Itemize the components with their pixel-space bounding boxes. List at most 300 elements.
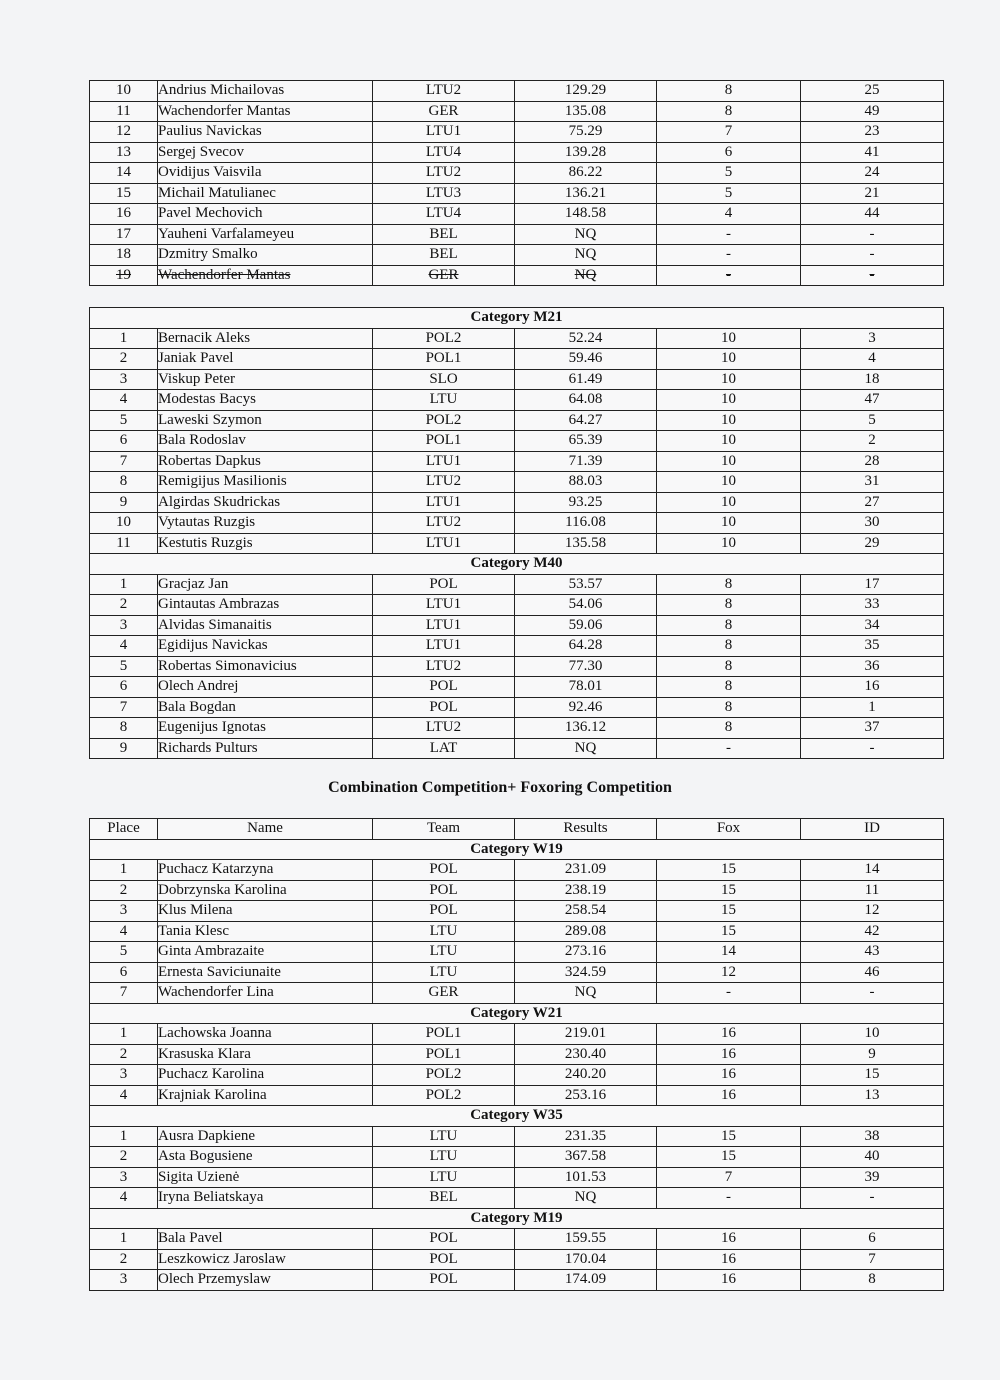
id-cell: 12 [801,901,944,922]
place-cell: 7 [90,451,158,472]
name-cell: Krasuska Klara [158,1044,373,1065]
results-table-combination [89,818,944,1291]
fox-cell: 16 [657,1270,801,1291]
team-cell: POL [373,860,515,881]
category-row [90,839,944,860]
result-cell: 93.25 [515,492,657,513]
place-cell: 5 [90,410,158,431]
name-cell: Laweski Szymon [158,410,373,431]
fox-cell: 10 [657,410,801,431]
table-row [90,677,944,698]
id-cell: 41 [801,142,944,163]
result-cell: 77.30 [515,656,657,677]
id-cell: 43 [801,942,944,963]
category-row [90,308,944,329]
team-cell: LTU4 [373,142,515,163]
fox-cell: 10 [657,369,801,390]
place-cell: 16 [90,204,158,225]
result-cell: 53.57 [515,574,657,595]
place-cell: 3 [90,1167,158,1188]
table-row [90,472,944,493]
name-cell: Alvidas Simanaitis [158,615,373,636]
fox-cell: 16 [657,1024,801,1045]
table-row [90,1167,944,1188]
result-cell: 88.03 [515,472,657,493]
table-row [90,410,944,431]
id-cell: 36 [801,656,944,677]
fox-cell: 16 [657,1249,801,1270]
team-cell: POL [373,1229,515,1250]
place-cell: 1 [90,1126,158,1147]
fox-cell: - [657,738,801,759]
name-cell: Ginta Ambrazaite [158,942,373,963]
place-cell: 6 [90,431,158,452]
id-cell: 25 [801,81,944,102]
table-row [90,921,944,942]
team-cell: Team [373,819,515,840]
table-row [90,122,944,143]
team-cell: LTU2 [373,656,515,677]
team-cell: POL2 [373,1085,515,1106]
id-cell: 13 [801,1085,944,1106]
table-row [90,533,944,554]
fox-cell: 10 [657,349,801,370]
result-cell: 289.08 [515,921,657,942]
name-cell: Bernacik Aleks [158,328,373,349]
name-cell: Richards Pulturs [158,738,373,759]
team-cell: POL1 [373,1044,515,1065]
id-cell: 47 [801,390,944,411]
id-cell: - [801,265,944,286]
team-cell: LTU1 [373,615,515,636]
table-row [90,183,944,204]
name-cell: Paulius Navickas [158,122,373,143]
id-cell: 6 [801,1229,944,1250]
fox-cell: - [657,1188,801,1209]
name-cell: Asta Bogusiene [158,1147,373,1168]
id-cell: 28 [801,451,944,472]
table-row [90,142,944,163]
name-cell: Wachendorfer Mantas [158,101,373,122]
id-cell: 5 [801,410,944,431]
place-cell: 4 [90,1085,158,1106]
place-cell: 10 [90,513,158,534]
id-cell: 16 [801,677,944,698]
table-row [90,328,944,349]
fox-cell: 8 [657,574,801,595]
result-cell: 238.19 [515,880,657,901]
table-row [90,451,944,472]
result-cell: 170.04 [515,1249,657,1270]
team-cell: POL [373,697,515,718]
id-cell: 27 [801,492,944,513]
result-cell: 174.09 [515,1270,657,1291]
table-row [90,431,944,452]
place-cell: 3 [90,369,158,390]
fox-cell: 16 [657,1085,801,1106]
fox-cell: 7 [657,122,801,143]
result-cell: NQ [515,224,657,245]
name-cell: Puchacz Katarzyna [158,860,373,881]
name-cell: Ovidijus Vaisvila [158,163,373,184]
table-row [90,390,944,411]
place-cell: 4 [90,1188,158,1209]
place-cell: 2 [90,349,158,370]
name-cell: Gintautas Ambrazas [158,595,373,616]
table-row [90,492,944,513]
result-cell: 129.29 [515,81,657,102]
table-row [90,595,944,616]
result-cell: NQ [515,738,657,759]
result-cell: 75.29 [515,122,657,143]
name-cell: Algirdas Skudrickas [158,492,373,513]
fox-cell: 8 [657,697,801,718]
fox-cell: Fox [657,819,801,840]
result-cell: 231.35 [515,1126,657,1147]
table-row [90,349,944,370]
team-cell: POL [373,1249,515,1270]
result-cell: 92.46 [515,697,657,718]
fox-cell: 8 [657,101,801,122]
name-cell: Name [158,819,373,840]
table-row [90,574,944,595]
id-cell: 8 [801,1270,944,1291]
result-cell: 367.58 [515,1147,657,1168]
fox-cell: 12 [657,962,801,983]
place-cell: Place [90,819,158,840]
fox-cell: 10 [657,431,801,452]
result-cell: NQ [515,245,657,266]
team-cell: LTU [373,1126,515,1147]
id-cell: 39 [801,1167,944,1188]
fox-cell: - [657,245,801,266]
name-cell: Viskup Peter [158,369,373,390]
name-cell: Bala Rodoslav [158,431,373,452]
place-cell: 7 [90,697,158,718]
result-cell: 135.08 [515,101,657,122]
table-row [90,860,944,881]
result-cell: 86.22 [515,163,657,184]
fox-cell: 15 [657,1147,801,1168]
place-cell: 1 [90,574,158,595]
name-cell: Modestas Bacys [158,390,373,411]
table-row [90,1229,944,1250]
place-cell: 7 [90,983,158,1004]
place-cell: 3 [90,1065,158,1086]
id-cell: 24 [801,163,944,184]
result-cell: 230.40 [515,1044,657,1065]
id-cell: - [801,1188,944,1209]
place-cell: 2 [90,1147,158,1168]
place-cell: 1 [90,1024,158,1045]
fox-cell: 5 [657,163,801,184]
team-cell: POL2 [373,1065,515,1086]
result-cell: 159.55 [515,1229,657,1250]
name-cell: Vytautas Ruzgis [158,513,373,534]
table-row [90,615,944,636]
table-row [90,983,944,1004]
category-row [90,1003,944,1024]
fox-cell: 4 [657,204,801,225]
result-cell: 101.53 [515,1167,657,1188]
id-cell: 4 [801,349,944,370]
team-cell: POL [373,677,515,698]
team-cell: LTU2 [373,81,515,102]
table-row [90,880,944,901]
result-cell: 78.01 [515,677,657,698]
place-cell: 6 [90,677,158,698]
id-cell: 33 [801,595,944,616]
name-cell: Sergej Svecov [158,142,373,163]
name-cell: Yauheni Varfalameyeu [158,224,373,245]
place-cell: 2 [90,880,158,901]
team-cell: POL2 [373,410,515,431]
team-cell: BEL [373,245,515,266]
table-row [90,224,944,245]
id-cell: 1 [801,697,944,718]
name-cell: Ernesta Saviciunaite [158,962,373,983]
name-cell: Lachowska Joanna [158,1024,373,1045]
result-cell: 324.59 [515,962,657,983]
team-cell: LTU1 [373,122,515,143]
name-cell: Pavel Mechovich [158,204,373,225]
result-cell: 52.24 [515,328,657,349]
fox-cell: 8 [657,595,801,616]
table-row [90,1044,944,1065]
header-row [90,819,944,840]
team-cell: LTU1 [373,533,515,554]
table-row [90,369,944,390]
fox-cell: 10 [657,533,801,554]
id-cell: - [801,245,944,266]
name-cell: Ausra Dapkiene [158,1126,373,1147]
id-cell: 31 [801,472,944,493]
result-cell: 64.27 [515,410,657,431]
fox-cell: 16 [657,1229,801,1250]
fox-cell: 8 [657,615,801,636]
team-cell: LTU2 [373,513,515,534]
table-row [90,1126,944,1147]
place-cell: 6 [90,962,158,983]
id-cell: 3 [801,328,944,349]
place-cell: 17 [90,224,158,245]
fox-cell: 6 [657,142,801,163]
id-cell: 44 [801,204,944,225]
place-cell: 18 [90,245,158,266]
id-cell: 37 [801,718,944,739]
category-row [90,554,944,575]
struck-table-row [90,265,944,286]
category-label: Category W35 [90,1106,944,1127]
table-row [90,901,944,922]
team-cell: POL1 [373,349,515,370]
team-cell: GER [373,983,515,1004]
table-row [90,1147,944,1168]
results-table-m21-m40 [89,307,944,759]
category-label: Category M40 [90,554,944,575]
name-cell: Eugenijus Ignotas [158,718,373,739]
name-cell: Puchacz Karolina [158,1065,373,1086]
result-cell: 139.28 [515,142,657,163]
fox-cell: 16 [657,1065,801,1086]
team-cell: GER [373,265,515,286]
place-cell: 1 [90,860,158,881]
id-cell: 7 [801,1249,944,1270]
table-row [90,163,944,184]
table-row [90,962,944,983]
name-cell: Olech Andrej [158,677,373,698]
place-cell: 15 [90,183,158,204]
team-cell: LTU1 [373,636,515,657]
name-cell: Klus Milena [158,901,373,922]
place-cell: 13 [90,142,158,163]
table-row [90,204,944,225]
id-cell: 2 [801,431,944,452]
fox-cell: 16 [657,1044,801,1065]
place-cell: 12 [90,122,158,143]
fox-cell: 15 [657,860,801,881]
name-cell: Robertas Simonavicius [158,656,373,677]
fox-cell: 10 [657,492,801,513]
id-cell: - [801,983,944,1004]
place-cell: 1 [90,1229,158,1250]
result-cell: 71.39 [515,451,657,472]
team-cell: SLO [373,369,515,390]
name-cell: Michail Matulianec [158,183,373,204]
name-cell: Kestutis Ruzgis [158,533,373,554]
table-row [90,718,944,739]
team-cell: POL [373,574,515,595]
id-cell: 15 [801,1065,944,1086]
place-cell: 5 [90,656,158,677]
place-cell: 4 [90,390,158,411]
table-row [90,738,944,759]
id-cell: 49 [801,101,944,122]
name-cell: Sigita Uzienė [158,1167,373,1188]
fox-cell: 7 [657,1167,801,1188]
id-cell: 17 [801,574,944,595]
result-cell: 148.58 [515,204,657,225]
place-cell: 9 [90,738,158,759]
category-row [90,1106,944,1127]
team-cell: LTU [373,962,515,983]
fox-cell: 8 [657,718,801,739]
name-cell: Tania Klesc [158,921,373,942]
id-cell: 42 [801,921,944,942]
result-cell: 136.12 [515,718,657,739]
result-cell: 64.28 [515,636,657,657]
fox-cell: 15 [657,901,801,922]
team-cell: POL [373,901,515,922]
id-cell: 35 [801,636,944,657]
fox-cell: 10 [657,328,801,349]
id-cell: 38 [801,1126,944,1147]
place-cell: 8 [90,718,158,739]
name-cell: Robertas Dapkus [158,451,373,472]
result-cell: 219.01 [515,1024,657,1045]
place-cell: 9 [90,492,158,513]
place-cell: 4 [90,636,158,657]
table-row [90,636,944,657]
place-cell: 1 [90,328,158,349]
result-cell: 65.39 [515,431,657,452]
id-cell: 11 [801,880,944,901]
table-row [90,656,944,677]
fox-cell: 8 [657,81,801,102]
fox-cell: 14 [657,942,801,963]
result-cell: NQ [515,265,657,286]
name-cell: Janiak Pavel [158,349,373,370]
id-cell: 18 [801,369,944,390]
id-cell: 21 [801,183,944,204]
id-cell: 10 [801,1024,944,1045]
id-cell: 34 [801,615,944,636]
name-cell: Dobrzynska Karolina [158,880,373,901]
name-cell: Remigijus Masilionis [158,472,373,493]
place-cell: 11 [90,101,158,122]
place-cell: 2 [90,595,158,616]
name-cell: Dzmitry Smalko [158,245,373,266]
table-row [90,942,944,963]
section-heading: Combination Competition+ Foxoring Competition [328,779,672,796]
place-cell: 10 [90,81,158,102]
team-cell: LTU4 [373,204,515,225]
team-cell: LTU1 [373,492,515,513]
results-table-continued [89,80,944,286]
result-cell: NQ [515,1188,657,1209]
place-cell: 11 [90,533,158,554]
fox-cell: - [657,265,801,286]
table-row [90,81,944,102]
team-cell: LAT [373,738,515,759]
result-cell: Results [515,819,657,840]
fox-cell: 8 [657,636,801,657]
place-cell: 2 [90,1249,158,1270]
table-row [90,513,944,534]
category-row [90,1208,944,1229]
team-cell: POL1 [373,431,515,452]
table-row [90,1188,944,1209]
team-cell: GER [373,101,515,122]
name-cell: Bala Pavel [158,1229,373,1250]
table-row [90,101,944,122]
team-cell: LTU1 [373,451,515,472]
fox-cell: 15 [657,880,801,901]
result-cell: 116.08 [515,513,657,534]
place-cell: 3 [90,1270,158,1291]
fox-cell: 10 [657,513,801,534]
result-cell: 54.06 [515,595,657,616]
fox-cell: 15 [657,921,801,942]
team-cell: POL1 [373,1024,515,1045]
name-cell: Gracjaz Jan [158,574,373,595]
result-cell: 61.49 [515,369,657,390]
name-cell: Leszkowicz Jaroslaw [158,1249,373,1270]
team-cell: POL2 [373,328,515,349]
result-cell: 59.46 [515,349,657,370]
team-cell: LTU2 [373,163,515,184]
team-cell: POL [373,1270,515,1291]
team-cell: LTU2 [373,472,515,493]
team-cell: LTU2 [373,718,515,739]
fox-cell: 8 [657,677,801,698]
category-label: Category W21 [90,1003,944,1024]
table-row [90,1085,944,1106]
fox-cell: - [657,224,801,245]
table-row [90,697,944,718]
place-cell: 4 [90,921,158,942]
result-cell: 253.16 [515,1085,657,1106]
